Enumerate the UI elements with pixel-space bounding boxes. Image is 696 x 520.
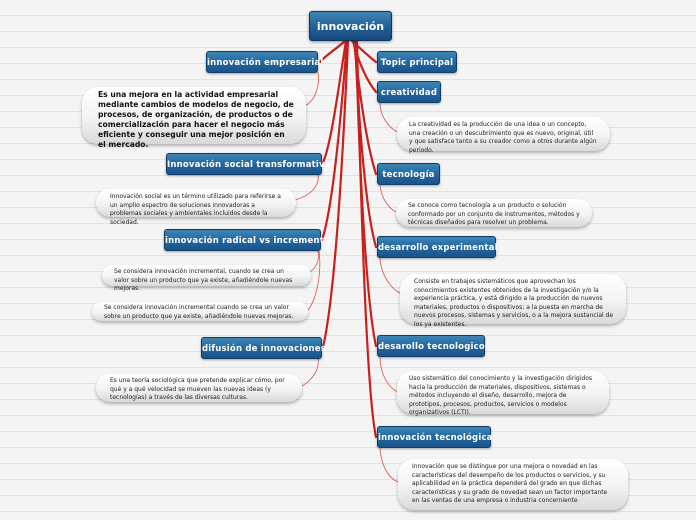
note-link-tecnologia	[380, 185, 396, 212]
topic-innovacion-tecnologica[interactable]: innovación tecnológica	[377, 426, 491, 448]
note-link-difusion	[302, 358, 318, 386]
note-difusion-innovaciones[interactable]: Es una teoría sociológica que pretende explicar cómo, por qué y a qué velocidad se mueven las nuevas ideas (y tecnologías) a través de las diversas culturas.	[96, 374, 302, 402]
note-radical-1[interactable]: Se considera innovación incremental, cuando se crea un valor sobre un producto que ya existe, añadiéndole nuevas mejoras.	[102, 265, 311, 286]
note-link-creatividad	[380, 103, 398, 132]
topic-creatividad[interactable]: creatividad	[377, 81, 441, 103]
note-link-social	[295, 174, 318, 200]
note-innovacion-tecnologica[interactable]: Innovación que se distingue por una mejora o novedad en las características del desempeño de los productos o servicios, y su aplicabilidad en la práctica dependerá del grado en que dichas características y su grado de novedad sean un factor importante en las ventas de una empresa o industria concerniente	[398, 459, 628, 510]
topic-principal[interactable]: Topic principal	[377, 51, 457, 73]
note-creatividad[interactable]: La creatividad es la producción de una idea o un concepto, una creación o un descubrimiento que es nuevo, original, útil y que satisface tanto a su creador como a otros durante algún periodo.	[397, 117, 610, 151]
topic-difusion-innovaciones[interactable]: difusión de innovaciones	[201, 337, 322, 359]
topic-innovacion-radical[interactable]: innovación radical vs incremental	[164, 229, 321, 251]
note-link-innovacion-tecnologica	[380, 448, 398, 482]
note-link-radical-1	[310, 251, 319, 272]
note-innovacion-empresarial[interactable]: Es una mejora en la actividad empresarial mediante cambios de modelos de negocio, de procesos, de organización, de productos o de comercialización para hacer el negocio más eficiente y conseguir una mejor posición en el mercado.	[82, 87, 306, 144]
note-innovacion-social[interactable]: Innovación social es un término utilizado para referirse a un amplio espectro de soluciones innovadoras a problemas sociales y ambientales incluidos desde la sociedad.	[96, 189, 296, 217]
topic-desarrollo-experimental[interactable]: desarrollo experimental	[377, 236, 496, 258]
topic-innovacion-social[interactable]: Innovación social transformativa	[166, 153, 322, 175]
topic-innovacion-empresarial[interactable]: innovación empresarial	[206, 51, 318, 73]
topic-tecnologia[interactable]: tecnología	[377, 163, 440, 185]
note-link-desarollo	[380, 357, 398, 392]
note-tecnologia[interactable]: Se conoce como tecnología a un producto o solución conformado por un conjunto de instrumentos, métodos y técnicas diseñados para resolver un problema.	[396, 199, 592, 227]
note-link-experimental	[380, 258, 402, 294]
note-desarollo-tecnologico[interactable]: Uso sistemático del conocimiento y la investigación dirigidos hacia la producción de materiales, dispositivos, sistemas o métodos incluyendo el diseño, desarrollo, mejora de prototipos, procesos, productos, servicios o modelos organizativos (LCTI).	[397, 371, 609, 414]
note-radical-2[interactable]: Se considera innovación incremental cuando se crea un valor sobre un producto que ya existe, añadiéndole nuevas mejoras.	[92, 302, 308, 321]
topic-desarollo-tecnologico[interactable]: desarollo tecnologico	[377, 335, 485, 357]
note-link-empresarial	[305, 72, 318, 106]
note-desarrollo-experimental[interactable]: Consiste en trabajos sistemáticos que aprovechan los conocimientos existentes obtenidos de la investigación y/o la experiencia práctica, y está dirigido a la producción de nuevos materiales, productos o dispositivos; a la puesta en marcha de nuevos procesos, sistemas y servicios, o a la mejora sustancial de los ya existentes.	[400, 274, 626, 324]
central-topic[interactable]: innovación	[309, 11, 392, 41]
